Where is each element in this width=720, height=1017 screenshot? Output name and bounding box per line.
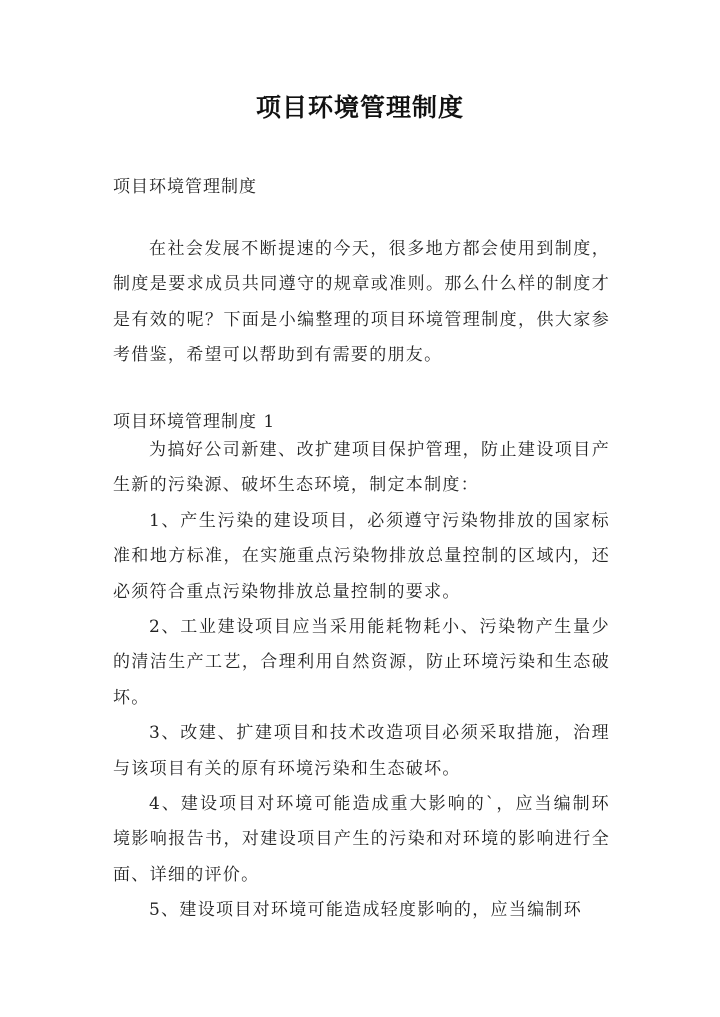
intro-paragraph: 在社会发展不断提速的今天，很多地方都会使用到制度，制度是要求成员共同遵守的规章或准则。那么什么样的制度才是有效的呢？下面是小编整理的项目环境管理制度，供大家参考借鉴，希望可以帮助到有需要的朋友。 [113,239,610,366]
paragraph-purpose: 为搞好公司新建、改扩建项目保护管理，防止建设项目产生新的污染源、破坏生态环境，制定本制度： [113,440,610,496]
paragraph-item-4: 4、建设项目对环境可能造成重大影响的`，应当编制环境影响报告书，对建设项目产生的污染和对环境的影响进行全面、详细的评价。 [113,794,610,885]
document-subtitle: 项目环境管理制度 [113,177,257,197]
paragraph-item-3: 3、改建、扩建项目和技术改造项目必须采取措施，治理与该项目有关的原有环境污染和生态破坏。 [113,723,610,779]
paragraph-item-1: 1、产生污染的建设项目，必须遵守污染物排放的国家标准和地方标准，在实施重点污染物排放总量控制的区域内，还必须符合重点污染物排放总量控制的要求。 [113,510,610,602]
document-title: 项目环境管理制度 [255,93,464,122]
section-body [113,433,610,929]
paragraph-item-2: 2、工业建设项目应当采用能耗物耗小、污染物产生量少的清洁生产工艺，合理利用自然资源，防止环境污染和生态破坏。 [113,617,610,708]
section-heading: 项目环境管理制度 1 [113,412,276,432]
paragraph-item-5: 5、建设项目对环境可能造成轻度影响的，应当编制环 [149,900,583,921]
